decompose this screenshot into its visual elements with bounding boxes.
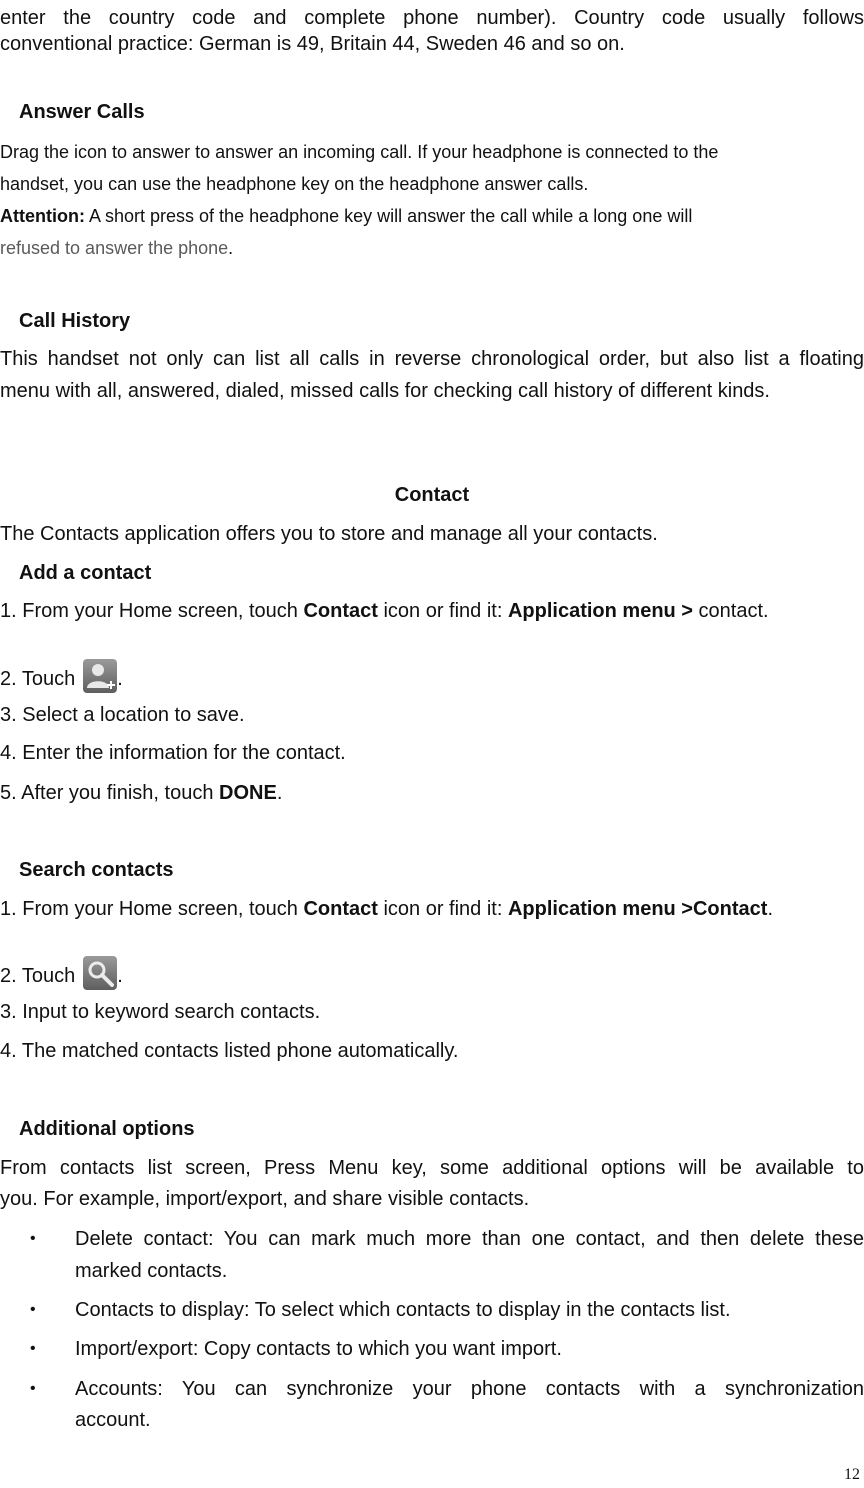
bullet-glyph: • — [30, 1230, 36, 1247]
bullet-glyph: • — [30, 1301, 36, 1318]
search-contacts-step-4: 4. The matched contacts listed phone automatically. — [0, 1040, 459, 1062]
search-step2-end: . — [117, 965, 123, 987]
attention-label: Attention: — [0, 206, 85, 226]
add-contact-step-3: 3. Select a location to save. — [0, 704, 245, 726]
search-step1-find: icon or find it: — [377, 898, 508, 920]
page-number: 12 — [844, 1466, 860, 1483]
search-contacts-step-2 — [0, 956, 123, 990]
add-step1-contact: Contact — [303, 600, 378, 622]
answer-calls-line-4 — [0, 235, 233, 261]
answer-calls-line-4-text: refused to answer the phone — [0, 238, 229, 258]
bullet-display-line-1: Contacts to display: To select which contacts to display in the contacts list. — [75, 1299, 731, 1321]
contact-intro: The Contacts application offers you to store and manage all your contacts. — [0, 523, 658, 545]
search-step1-app-menu: Application menu >Contact — [507, 898, 768, 920]
bullet-import-line-1: Import/export: Copy contacts to which you want import. — [75, 1338, 562, 1360]
add-step1-app-menu: Application menu > — [507, 600, 693, 622]
add-contact-heading: Add a contact — [19, 562, 152, 584]
add-step5-done: DONE — [219, 782, 277, 804]
bullet-delete-line-2: marked contacts. — [75, 1260, 228, 1282]
add-contact-step-2 — [0, 659, 123, 693]
bullet-accounts-line-2: account. — [75, 1409, 151, 1431]
bullet-glyph: • — [30, 1340, 36, 1357]
add-step1-end: contact. — [693, 600, 769, 622]
attention-text: A short press of the headphone key will answer the call while a long one will — [84, 206, 693, 226]
call-history-heading: Call History — [19, 310, 131, 332]
bullet-delete-line-1: Delete contact: You can mark much more than one contact, and then delete these — [75, 1228, 864, 1250]
search-step1-end: . — [767, 898, 773, 920]
answer-calls-line-4-end: . — [228, 238, 234, 258]
add-contact-step-1 — [0, 597, 769, 625]
search-contacts-step-3: 3. Input to keyword search contacts. — [0, 1001, 321, 1023]
add-step2-text: 2. Touch — [0, 668, 76, 690]
bullet-glyph: • — [30, 1380, 36, 1397]
add-step1-find: icon or find it: — [377, 600, 508, 622]
search-contacts-step-1 — [0, 895, 773, 923]
answer-calls-line-1: Drag the icon to answer to answer an incoming call. If your headphone is connected to the — [0, 142, 719, 162]
add-step5-end: . — [276, 782, 283, 804]
add-contact-step-4: 4. Enter the information for the contact. — [0, 742, 346, 764]
search-step2-text: 2. Touch — [0, 965, 76, 987]
contact-title: Contact — [394, 484, 470, 506]
additional-options-line-2: you. For example, import/export, and share visible contacts. — [0, 1188, 530, 1210]
additional-options-heading: Additional options — [19, 1118, 195, 1140]
intro-line-2: conventional practice: German is 49, Britain 44, Sweden 46 and so on. — [0, 33, 625, 55]
answer-calls-line-2: handset, you can use the headphone key on the headphone answer calls. — [0, 174, 589, 194]
add-contact-step-5 — [0, 779, 282, 807]
attention-line — [0, 203, 692, 229]
add-contact-icon — [83, 659, 117, 693]
add-step1-text: 1. From your Home screen, touch — [0, 600, 304, 622]
additional-options-line-1: From contacts list screen, Press Menu key, some additional options will be available to — [0, 1157, 864, 1179]
add-step5-text: 5. After you finish, touch — [0, 782, 220, 804]
search-icon — [83, 956, 117, 990]
answer-calls-heading: Answer Calls — [19, 101, 145, 123]
bullet-accounts-line-1: Accounts: You can synchronize your phone contacts with a synchronization — [75, 1378, 864, 1400]
call-history-line-1: This handset not only can list all calls in reverse chronological order, but also list a floating — [0, 348, 864, 370]
search-contacts-heading: Search contacts — [19, 859, 174, 881]
call-history-line-2: menu with all, answered, dialed, missed calls for checking call history of different kinds. — [0, 380, 770, 402]
search-step1-text: 1. From your Home screen, touch — [0, 898, 304, 920]
search-step1-contact: Contact — [303, 898, 378, 920]
intro-line-1: enter the country code and complete phone number). Country code usually follows — [0, 7, 864, 29]
add-step2-end: . — [117, 668, 123, 690]
